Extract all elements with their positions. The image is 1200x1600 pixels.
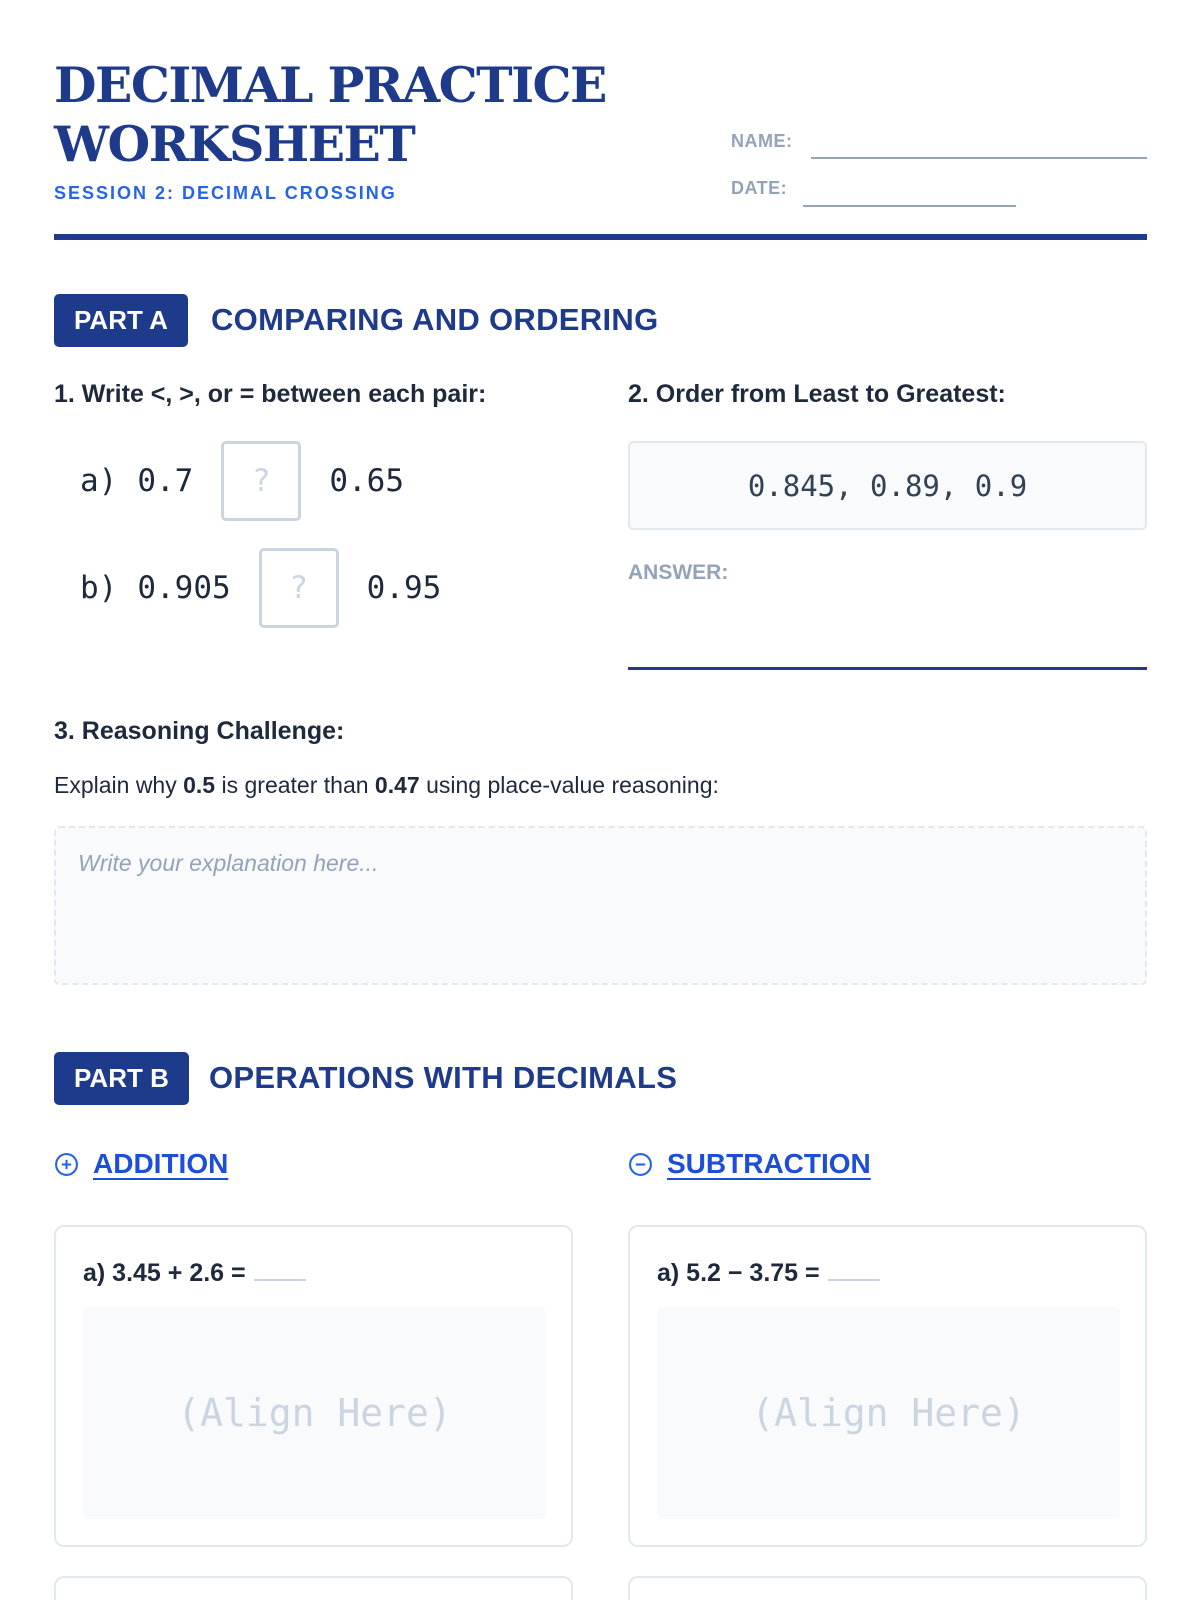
next-problem-card	[628, 1576, 1147, 1600]
question-1-title: 1. Write <, >, or = between each pair:	[54, 380, 487, 408]
page-subtitle: SESSION 2: DECIMAL CROSSING	[54, 183, 397, 203]
subtraction-label: SUBTRACTION	[667, 1148, 871, 1179]
answer-field[interactable]	[628, 667, 1147, 670]
prompt-value-a: 0.5	[183, 772, 216, 798]
problem-text: a) 5.2 − 3.75 =	[657, 1259, 820, 1287]
date-label: DATE:	[731, 178, 788, 198]
compare-right-value: 0.65	[329, 463, 404, 499]
compare-row-a	[80, 441, 404, 521]
prompt-value-b: 0.47	[374, 772, 420, 798]
problem-prompt	[657, 1259, 880, 1288]
order-numbers-box: 0.845, 0.89, 0.9	[628, 441, 1147, 530]
addition-heading	[54, 1148, 228, 1180]
part-a-badge: PART A	[54, 294, 188, 347]
explanation-placeholder: Write your explanation here...	[78, 850, 379, 876]
addition-label: ADDITION	[93, 1148, 229, 1179]
worksheet-page	[54, 0, 1147, 1600]
compare-right-value: 0.95	[366, 570, 442, 606]
prompt-text: Explain why	[54, 772, 184, 798]
answer-label: ANSWER:	[628, 561, 729, 584]
part-b-title: OPERATIONS WITH DECIMALS	[209, 1060, 678, 1095]
minus-circle-icon	[628, 1152, 653, 1177]
question-2-title: 2. Order from Least to Greatest:	[628, 380, 1006, 408]
answer-blank[interactable]	[254, 1279, 306, 1281]
problem-prompt	[83, 1259, 306, 1288]
compare-answer-box[interactable]: ?	[259, 548, 339, 628]
page-title	[54, 56, 674, 174]
subtraction-problem-card	[628, 1225, 1147, 1547]
name-label: NAME:	[731, 131, 793, 151]
part-a-title: COMPARING AND ORDERING	[211, 302, 659, 337]
subtraction-heading	[628, 1148, 871, 1180]
addition-problem-card	[54, 1225, 573, 1547]
problem-text: a) 3.45 + 2.6 =	[83, 1259, 246, 1287]
prompt-text: using place-value reasoning:	[419, 772, 719, 798]
work-area[interactable]: (Align Here)	[657, 1307, 1120, 1519]
title-line-2: WORKSHEET	[54, 115, 415, 173]
prompt-text: is greater than	[215, 772, 375, 798]
plus-circle-icon	[54, 1152, 79, 1177]
reasoning-prompt	[54, 772, 719, 799]
compare-answer-box[interactable]: ?	[221, 441, 301, 521]
compare-left-value: 0.7	[137, 463, 194, 499]
date-field[interactable]	[803, 205, 1016, 207]
name-field[interactable]	[811, 157, 1147, 159]
compare-row-label: b)	[80, 570, 118, 606]
compare-left-value: 0.905	[137, 570, 231, 606]
answer-blank[interactable]	[828, 1279, 880, 1281]
question-3-title: 3. Reasoning Challenge:	[54, 717, 345, 745]
work-area[interactable]: (Align Here)	[83, 1307, 546, 1519]
next-problem-card	[54, 1576, 573, 1600]
part-b-badge: PART B	[54, 1052, 189, 1105]
header-divider	[54, 234, 1147, 240]
compare-row-b	[80, 548, 441, 628]
explanation-textarea[interactable]	[54, 826, 1147, 985]
compare-row-label: a)	[80, 463, 118, 499]
title-line-1: DECIMAL PRACTICE	[54, 56, 606, 114]
